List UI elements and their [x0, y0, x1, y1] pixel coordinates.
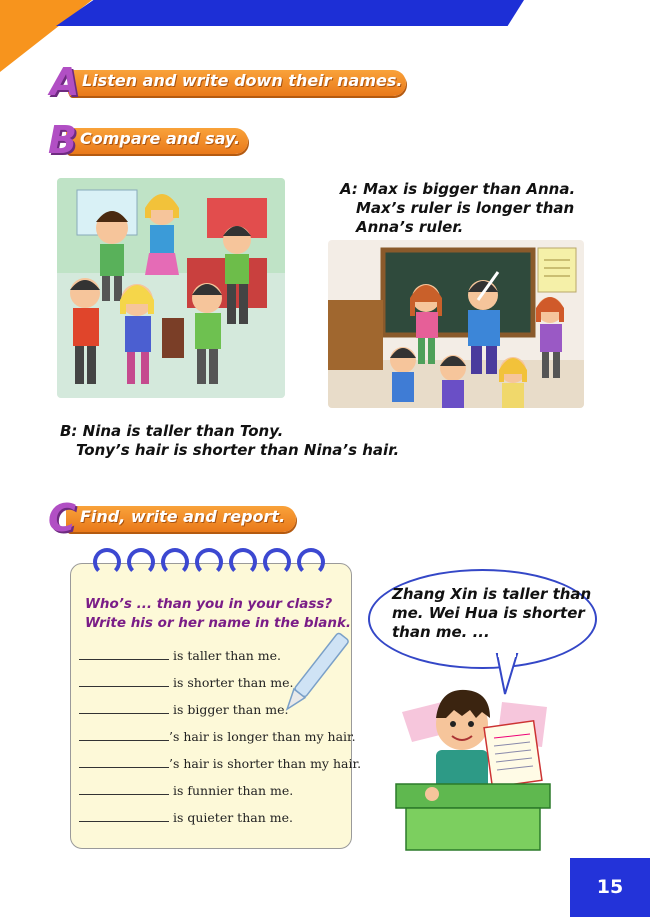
page-number: 15 [570, 858, 650, 917]
dialogue-b-line1: Nina is taller than Tony. [82, 422, 284, 440]
answer-blank[interactable] [79, 686, 169, 687]
spiral-ring [263, 548, 291, 576]
classroom-illustration-left [57, 178, 285, 398]
fill-blank-row [79, 702, 288, 717]
dialogue-b-line2: Tony’s hair is shorter than Nina’s hair. [76, 441, 400, 459]
fill-blank-row [79, 729, 356, 744]
spiral-ring [127, 548, 155, 576]
header-band [56, 0, 524, 26]
section-b-letter: B [48, 118, 77, 162]
section-c-heading [48, 496, 300, 540]
blank-row-text: is bigger than me. [169, 702, 289, 717]
answer-blank[interactable] [79, 659, 169, 660]
dialogue-a-line1: Max is bigger than Anna. [363, 180, 576, 198]
dialogue-b-label: B: [60, 422, 78, 440]
spiral-ring [195, 548, 223, 576]
section-b-heading [48, 118, 258, 162]
section-a-title: Listen and write down their names. [82, 71, 403, 90]
answer-blank[interactable] [79, 821, 169, 822]
dialogue-a-line3: Anna’s ruler. [356, 218, 464, 236]
blank-row-text: ’s hair is longer than my hair. [169, 729, 356, 744]
answer-blank[interactable] [79, 767, 169, 768]
answer-blank[interactable] [79, 740, 169, 741]
blank-row-text: is funnier than me. [169, 783, 294, 798]
fill-blank-row [79, 648, 281, 663]
speech-line-3: than me. ... [392, 623, 490, 641]
section-b-title: Compare and say. [80, 129, 241, 148]
dialogue-a-line2: Max’s ruler is longer than [356, 199, 575, 217]
blank-row-text: ’s hair is shorter than my hair. [169, 756, 362, 771]
dialogue-b [60, 422, 399, 460]
classroom-illustration-right [328, 240, 584, 408]
spiral-ring [161, 548, 189, 576]
blank-row-text: is quieter than me. [169, 810, 293, 825]
dialogue-a-label: A: [340, 180, 358, 198]
blank-row-text: is shorter than me. [169, 675, 294, 690]
section-c-letter: C [48, 496, 76, 540]
spiral-ring [93, 548, 121, 576]
notepad-question-2: Write his or her name in the blank. [85, 615, 352, 631]
answer-blank[interactable] [79, 713, 169, 714]
fill-blank-row [79, 783, 293, 798]
answer-blank[interactable] [79, 794, 169, 795]
speech-line-2: me. Wei Hua is shorter [392, 604, 585, 622]
boy-with-paper-illustration [392, 672, 560, 852]
section-a-letter: A [50, 60, 80, 104]
speech-bubble-text [392, 585, 591, 642]
notepad [70, 563, 362, 849]
spiral-ring [229, 548, 257, 576]
dialogue-a [340, 180, 575, 237]
blank-row-text: is taller than me. [169, 648, 281, 663]
fill-blank-row [79, 675, 293, 690]
spiral-ring [297, 548, 325, 576]
fill-blank-row [79, 810, 293, 825]
notepad-question-1: Who’s ... than you in your class? [85, 596, 333, 612]
section-a-heading [50, 60, 410, 104]
fill-blank-row [79, 756, 361, 771]
speech-line-1: Zhang Xin is taller than [392, 585, 592, 603]
section-c-title: Find, write and report. [80, 507, 286, 526]
